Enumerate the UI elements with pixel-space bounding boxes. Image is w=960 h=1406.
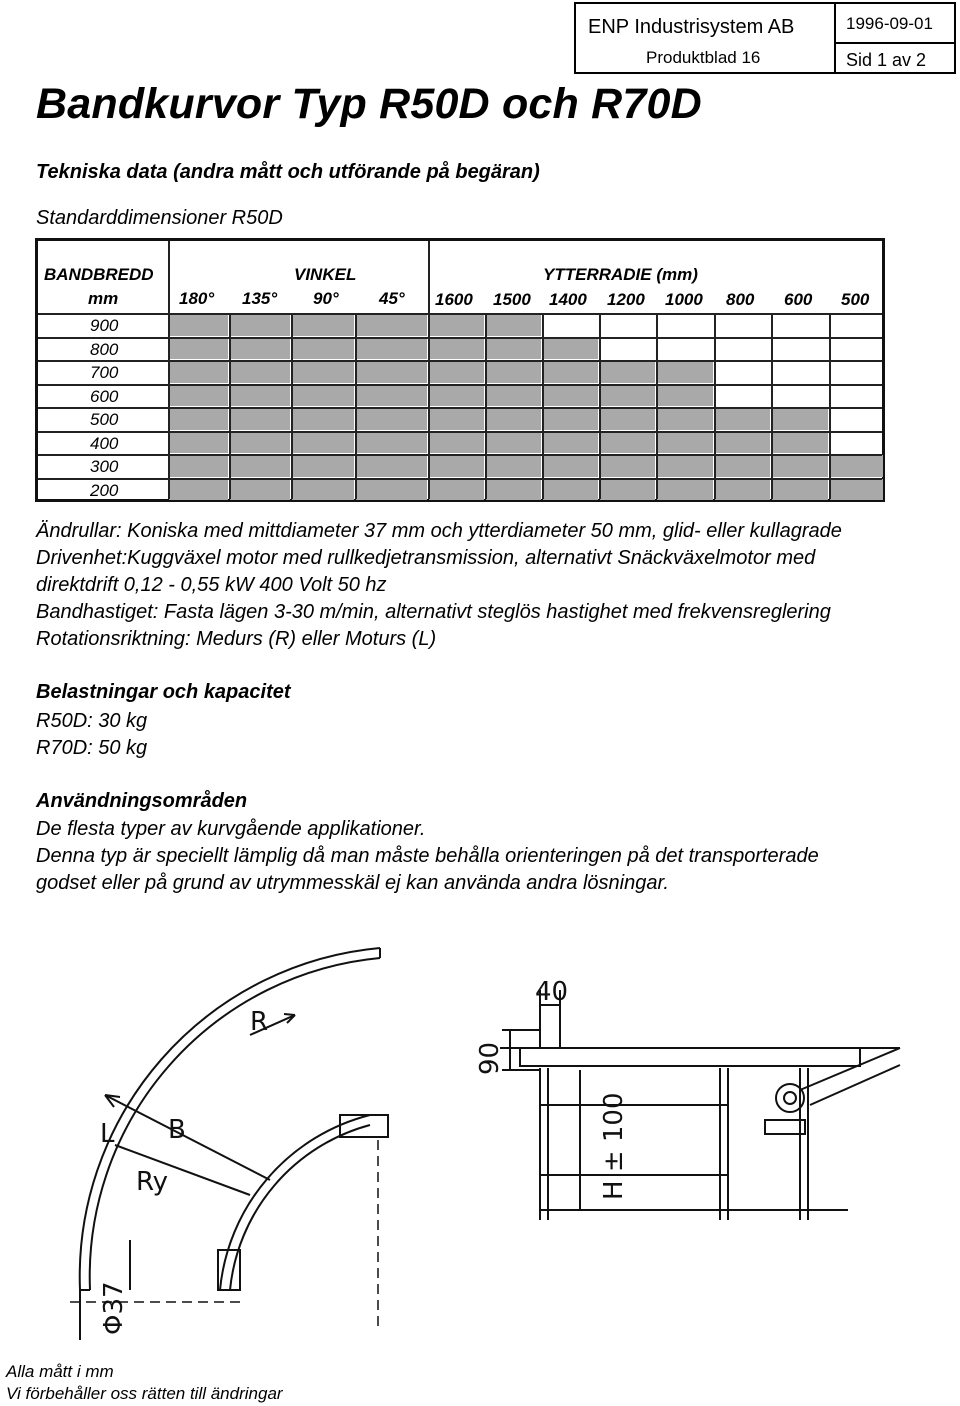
radius-cell [715, 479, 770, 501]
radius-cell [772, 408, 828, 430]
angle-cell [356, 361, 427, 383]
column-divider [771, 313, 773, 499]
radius-cell [657, 385, 713, 407]
width-row-label: 800 [90, 339, 119, 359]
radius-cell [486, 385, 541, 407]
column-divider [485, 313, 487, 499]
angle-header-45: 45° [379, 289, 405, 308]
row-divider [38, 431, 882, 433]
spec-line-3: direktdrift 0,12 - 0,55 kW 400 Volt 50 hz [36, 574, 387, 596]
page-subtitle: Tekniska data (andra mått och utförande på begäran) [36, 161, 540, 183]
radius-cell [486, 455, 541, 477]
radius-cell [543, 385, 598, 407]
angle-cell [169, 361, 228, 383]
document-date: 1996-09-01 [846, 14, 933, 33]
column-divider [355, 313, 357, 499]
footer-disclaimer: Vi förbehåller oss rätten till ändringar [6, 1384, 283, 1403]
radius-cell [429, 385, 484, 407]
column-divider [656, 313, 658, 499]
sheet-number: Produktblad 16 [646, 48, 761, 67]
angle-cell [230, 432, 290, 454]
radius-cell [429, 314, 484, 336]
radius-cell [772, 455, 828, 477]
width-row-label: 200 [90, 480, 119, 500]
radius-cell [715, 455, 770, 477]
radius-cell [657, 479, 713, 501]
standard-dimensions-label: Standarddimensioner R50D [36, 207, 283, 229]
radius-cell [486, 432, 541, 454]
dimension-table [35, 238, 885, 502]
side-view-frame [500, 990, 900, 1220]
width-row-label: 500 [90, 410, 119, 429]
radius-cell [543, 361, 598, 383]
radius-cell [486, 338, 541, 360]
radius-header-1600: 1600 [435, 290, 473, 309]
column-divider [428, 241, 430, 499]
angle-cell [230, 361, 290, 383]
row-divider [38, 313, 882, 315]
width-row-label: 700 [90, 363, 119, 382]
radius-cell [772, 432, 828, 454]
radius-header-500: 500 [841, 290, 870, 309]
vinkel-header: VINKEL [294, 265, 357, 284]
radius-cell [600, 455, 655, 477]
row-divider [38, 384, 882, 386]
angle-header-135: 135° [242, 289, 278, 308]
angle-cell [292, 385, 354, 407]
radius-cell [600, 479, 655, 501]
header-divider-vertical [834, 4, 836, 72]
row-divider [38, 478, 882, 480]
angle-cell [292, 361, 354, 383]
radius-cell [429, 432, 484, 454]
column-divider [291, 313, 293, 499]
spec-line-2: Drivenhet:Kuggväxel motor med rullkedjetransmission, alternativt Snäckväxelmotor med [36, 547, 816, 569]
angle-cell [169, 314, 228, 336]
curve-inner-arc [220, 1115, 370, 1290]
row-divider [38, 337, 882, 339]
column-divider [542, 313, 544, 499]
dimension-b-line [105, 1095, 270, 1180]
angle-header-90: 90° [313, 289, 339, 308]
angle-cell [356, 408, 427, 430]
radius-cell [486, 361, 541, 383]
load-r50d: R50D: 30 kg [36, 710, 148, 732]
radius-cell [657, 361, 713, 383]
label-90: 90 [475, 1041, 505, 1075]
radius-header-800: 800 [726, 290, 755, 309]
angle-cell [356, 455, 427, 477]
column-divider [714, 313, 716, 499]
angle-cell [230, 385, 290, 407]
header-box [574, 2, 956, 74]
radius-cell [772, 479, 828, 501]
angle-cell [230, 408, 290, 430]
label-h: H ± 100 [599, 1092, 629, 1200]
angle-cell [169, 385, 228, 407]
radius-cell [600, 432, 655, 454]
angle-cell [356, 432, 427, 454]
radius-cell [715, 408, 770, 430]
loads-heading: Belastningar och kapacitet [36, 681, 291, 703]
width-row-label: 600 [90, 386, 119, 406]
usage-line-2: Denna typ är speciellt lämplig då man måste behålla orienteringen på det transporterade [36, 845, 819, 867]
spec-line-4: Bandhastiget: Fasta lägen 3-30 m/min, alternativt steglös hastighet med frekvensreglering [36, 601, 831, 623]
width-row-label: 900 [90, 316, 119, 335]
angle-cell [356, 385, 427, 407]
angle-cell [169, 338, 228, 360]
radius-cell [486, 314, 541, 336]
width-row-label: 400 [90, 433, 119, 453]
column-divider [229, 313, 231, 499]
angle-cell [169, 408, 228, 430]
angle-cell [169, 479, 228, 501]
angle-cell [292, 432, 354, 454]
radius-cell [429, 408, 484, 430]
column-divider [829, 313, 831, 499]
radius-cell [600, 385, 655, 407]
angle-cell [292, 338, 354, 360]
radius-cell [600, 408, 655, 430]
page-title: Bandkurvor Typ R50D och R70D [36, 80, 702, 128]
label-ry: Ry [136, 1167, 169, 1197]
angle-cell [356, 338, 427, 360]
row-divider [38, 360, 882, 362]
width-row-label: 300 [90, 457, 119, 476]
spec-line-5: Rotationsriktning: Medurs (R) eller Moturs (L) [36, 628, 437, 650]
angle-cell [230, 314, 290, 336]
radius-cell [715, 432, 770, 454]
radius-cell [429, 361, 484, 383]
radius-cell [429, 338, 484, 360]
label-40: 40 [535, 977, 569, 1007]
label-l: L [100, 1119, 115, 1149]
angle-cell [230, 479, 290, 501]
usage-line-1: De flesta typer av kurvgående applikationer. [36, 818, 426, 840]
radius-cell [486, 408, 541, 430]
angle-cell [230, 338, 290, 360]
usage-line-3: godset eller på grund av utrymmesskäl ej kan använda andra lösningar. [36, 872, 669, 894]
radius-cell [543, 338, 598, 360]
radius-header-1200: 1200 [607, 290, 645, 309]
radius-cell [429, 455, 484, 477]
angle-cell [292, 479, 354, 501]
spec-line-1: Ändrullar: Koniska med mittdiameter 37 mm och ytterdiameter 50 mm, glid- eller kullagrade [36, 520, 842, 542]
row-divider [38, 454, 882, 456]
angle-cell [356, 314, 427, 336]
header-divider-horizontal [834, 42, 954, 44]
footer-units: Alla mått i mm [6, 1362, 114, 1381]
radius-cell [600, 361, 655, 383]
label-r: R [250, 1007, 269, 1037]
angle-cell [169, 455, 228, 477]
angle-header-180: 180° [179, 289, 215, 308]
label-phi37: Φ37 [99, 1281, 129, 1335]
radius-header-1000: 1000 [665, 290, 703, 309]
radius-cell [830, 455, 883, 477]
ytterradie-header: YTTERRADIE (mm) [543, 265, 698, 284]
angle-cell [356, 479, 427, 501]
label-b: B [168, 1115, 186, 1145]
radius-cell [657, 432, 713, 454]
column-divider [168, 241, 170, 499]
angle-cell [169, 432, 228, 454]
company-name: ENP Industrisystem AB [588, 16, 795, 38]
row-divider [38, 407, 882, 409]
radius-cell [543, 408, 598, 430]
mm-header: mm [88, 289, 119, 308]
radius-header-1400: 1400 [549, 290, 587, 309]
technical-drawing [40, 910, 920, 1350]
radius-cell [657, 455, 713, 477]
angle-cell [292, 455, 354, 477]
column-divider [599, 313, 601, 499]
radius-cell [429, 479, 484, 501]
radius-cell [657, 408, 713, 430]
radius-header-600: 600 [784, 290, 813, 309]
radius-cell [830, 479, 883, 501]
bandbredd-header: BANDBREDD [44, 265, 154, 284]
page-indicator: Sid 1 av 2 [846, 50, 927, 70]
curve-outer-arc [80, 948, 380, 1290]
angle-cell [230, 455, 290, 477]
radius-cell [543, 432, 598, 454]
radius-cell [486, 479, 541, 501]
angle-cell [292, 408, 354, 430]
usage-heading: Användningsområden [36, 790, 248, 812]
radius-cell [543, 479, 598, 501]
angle-cell [292, 314, 354, 336]
radius-header-1500: 1500 [493, 290, 531, 309]
radius-cell [543, 455, 598, 477]
load-r70d: R70D: 50 kg [36, 737, 148, 759]
